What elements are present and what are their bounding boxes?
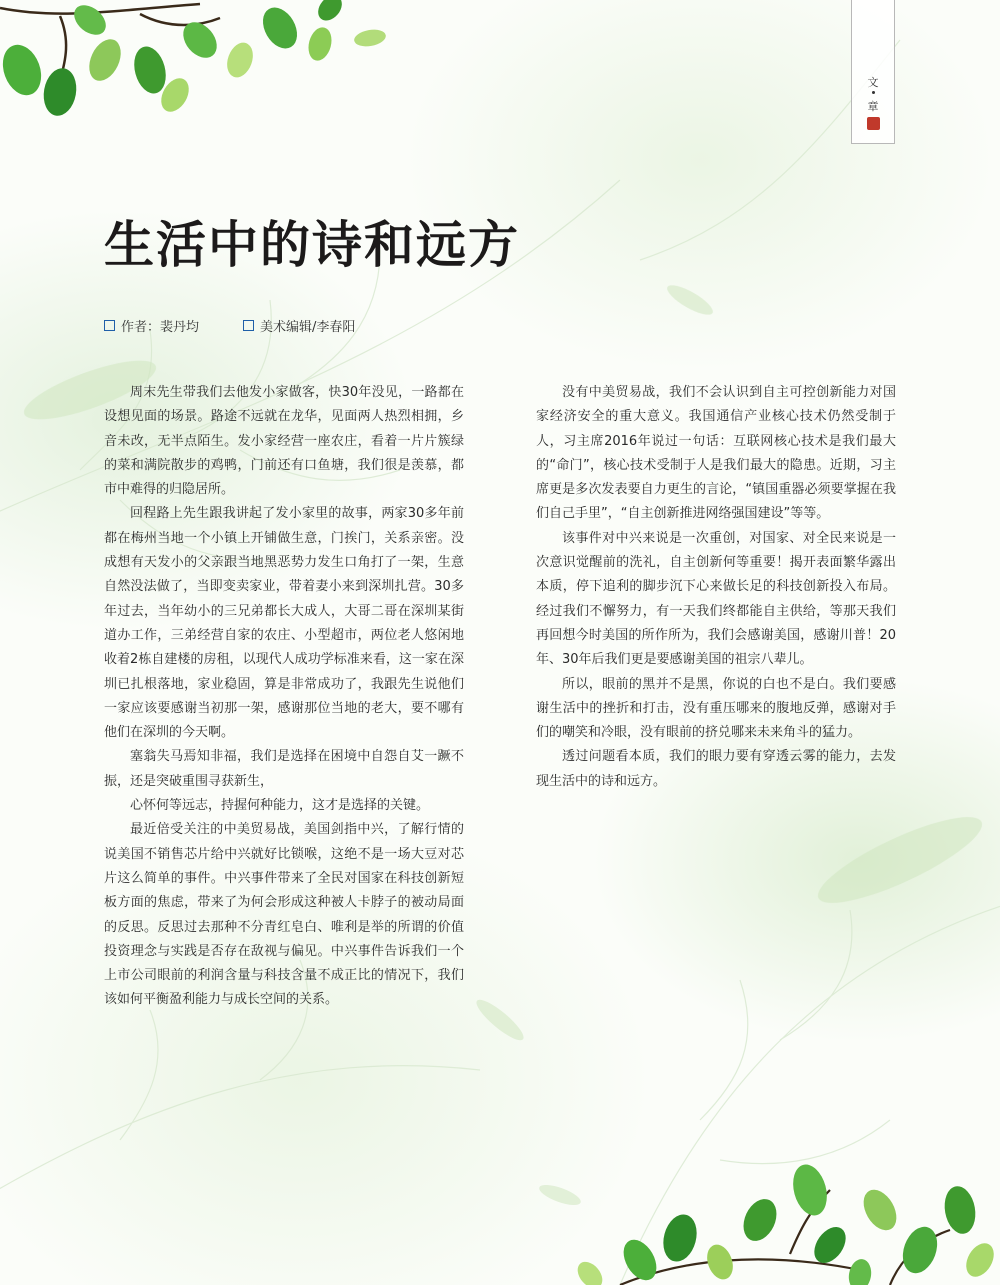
paragraph: 透过问题看本质，我们的眼力要有穿透云雾的能力，去发现生活中的诗和远方。 — [536, 749, 896, 789]
section-tab-dot — [872, 91, 875, 94]
paragraph: 该事件对中兴来说是一次重创，对国家、对全民来说是一次意识觉醒前的洗礼，自主创新何等重要！揭开表面繁华露出本质，停下追利的脚步沉下心来做长足的科技创新投入布局。经过我们不懈努力，有一天我们终都能自主供给，等那天我们再回想今时美国的所作所为，我们会感谢美国，感谢川普！20年、30年后我们更是要感谢美国的祖宗八辈儿。 — [536, 530, 896, 668]
leaf-cluster-top-icon — [0, 0, 400, 130]
credit-author — [104, 316, 199, 335]
section-tab — [851, 0, 895, 144]
square-bullet-icon — [243, 320, 254, 331]
credit-editor — [243, 316, 355, 335]
paragraph: 没有中美贸易战，我们不会认识到自主可控创新能力对国家经济安全的重大意义。我国通信产业核心技术仍然受制于人，习主席2016年说过一句话：互联网核心技术是我们最大的“命门”，核心技术受制于人是我们最大的隐患。近期，习主席更是多次发表要自力更生的言论，“镇国重器必须要掌握在我们自己手里”，“自主创新推进网络强国建设”等等。 — [536, 385, 896, 522]
square-bullet-icon — [104, 320, 115, 331]
paragraph: 周末先生带我们去他发小家做客，快30年没见，一路都在设想见面的场景。路途不远就在龙华，见面两人热烈相拥，乡音未改，无半点陌生。发小家经营一座农庄，看着一片片簇绿的菜和满院散步的鸡鸭，门前还有口鱼塘，我们很是羡慕，都市中难得的归隐居所。 — [104, 385, 464, 498]
paragraph: 所以，眼前的黑并不是黑，你说的白也不是白。我们要感谢生活中的挫折和打击，没有重压哪来的腹地反弹，感谢对手们的嘲笑和冷眼，没有眼前的挤兑哪来未来角斗的猛力。 — [536, 676, 896, 741]
paragraph: 心怀何等远志，持握何种能力，这才是选择的关键。 — [130, 798, 430, 814]
leaf-cluster-bottom-icon — [560, 1150, 1000, 1285]
article-title: 生活中的诗和远方 — [104, 216, 520, 274]
paragraph: 最近倍受关注的中美贸易战，美国剑指中兴，了解行情的说美国不销售芯片给中兴就好比锁喉，这绝不是一场大豆对芯片这么简单的事件。中兴事件带来了全民对国家在科技创新短板方面的焦虑，带来了为何会形成这种被人卡脖子的被动局面的反思。反思过去那种不分青红皂白、唯利是举的所谓的价值投资理念与实践是否存在敌视与偏见。中兴事件告诉我们一个上市公司眼前的利润含量与科技含量不成正比的情况下，我们该如何平衡盈利能力与成长空间的关系。 — [104, 822, 464, 1008]
author-label: 作者：裴丹均 — [121, 320, 200, 335]
paragraph: 回程路上先生跟我讲起了发小家里的故事，两家30多年前都在梅州当地一个小镇上开铺做生意，门挨门，关系亲密。没成想有天发小的父亲跟当地黑恶势力发生口角打了一架，生意自然没法做了，当即变卖家业，带着妻小来到深圳扎营。30多年过去，当年幼小的三兄弟都长大成人，大哥二哥在深圳某街道办工作，三弟经营自家的农庄、小型超市，两位老人悠闲地收着2栋自建楼的房租，以现代人成功学标准来看，这一家在深圳已扎根落地，家业稳固，算是非常成功了，我跟先生说他们一家应该要感谢当初那一架，感谢那位当地的老大，要不哪有他们在深圳的今天啊。 — [104, 506, 464, 741]
article-column-left — [104, 381, 464, 1013]
article-column-right — [536, 381, 896, 794]
editor-label: 美术编辑/李春阳 — [260, 320, 356, 335]
section-tab-char-1: 文 — [867, 76, 879, 89]
section-tab-char-2: 章 — [867, 100, 879, 113]
red-seal-icon — [867, 117, 880, 130]
paragraph: 塞翁失马焉知非福，我们是选择在困境中自怨自艾一蹶不振，还是突破重围寻获新生， — [104, 749, 464, 789]
